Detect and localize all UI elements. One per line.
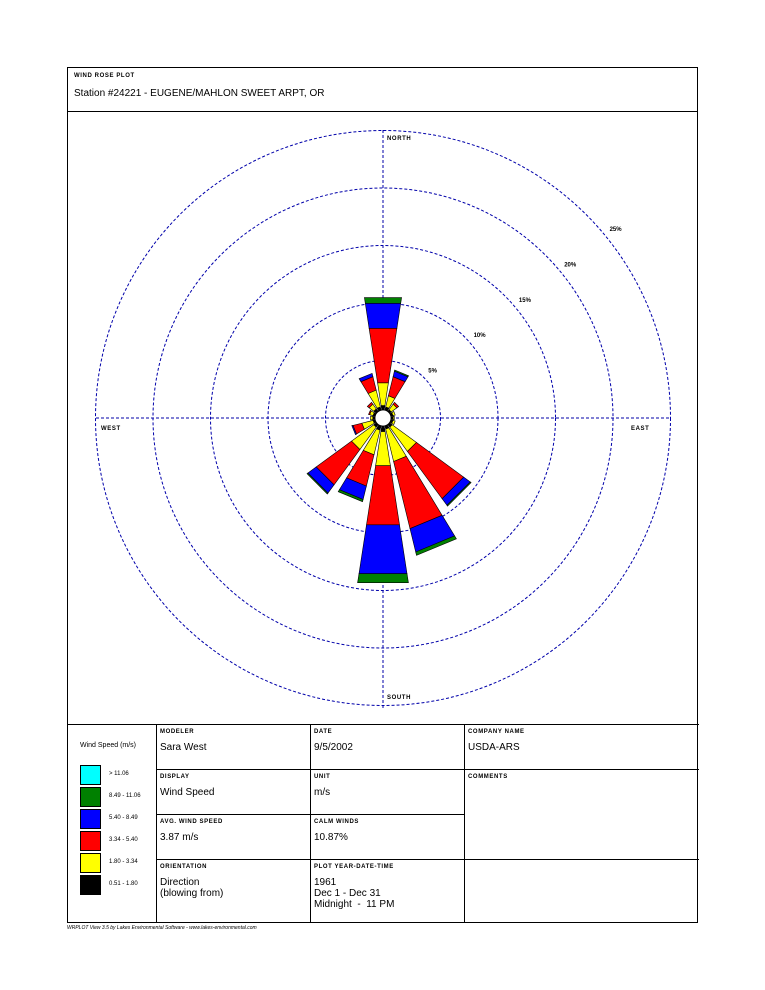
legend-label: 8.49 - 11.06 xyxy=(109,793,141,799)
legend-swatch xyxy=(80,809,101,829)
station-title: Station #24221 - EUGENE/MAHLON SWEET ARPT, OR xyxy=(74,88,325,99)
info-panel xyxy=(67,724,698,923)
company-value: USDA-ARS xyxy=(468,742,520,753)
orientation-label: ORIENTATION xyxy=(160,864,208,870)
display-cell xyxy=(156,769,311,815)
legend-label: > 11.06 xyxy=(109,771,129,777)
petal-segment-n-4 xyxy=(364,298,401,304)
plot-header xyxy=(67,67,698,112)
company-label: COMPANY NAME xyxy=(468,729,525,735)
wind-petals xyxy=(307,298,471,583)
south-label: SOUTH xyxy=(387,695,411,701)
modeler-cell xyxy=(156,724,311,770)
avg-speed-label: AVG. WIND SPEED xyxy=(160,819,223,825)
unit-value: m/s xyxy=(314,787,331,798)
legend-swatch xyxy=(80,787,101,807)
ring-label: 15% xyxy=(518,297,531,304)
petal-segment-n-3 xyxy=(365,303,400,328)
petal-segment-e-1 xyxy=(393,416,394,419)
comments-cell xyxy=(464,769,699,860)
calm-winds-label: CALM WINDS xyxy=(314,819,359,825)
wind-rose-chart xyxy=(68,112,699,726)
petal-segment-s-0 xyxy=(381,426,385,432)
wind-rose-panel xyxy=(67,111,698,725)
date-value: 9/5/2002 xyxy=(314,742,353,753)
company-cell xyxy=(464,724,699,770)
display-value: Wind Speed xyxy=(160,787,215,798)
north-label: NORTH xyxy=(387,136,412,142)
legend-swatch xyxy=(80,853,101,873)
legend-label: 1.80 - 3.34 xyxy=(109,859,138,865)
ring-label: 10% xyxy=(473,333,486,340)
unit-cell xyxy=(310,769,465,815)
legend-label: 0.51 - 1.80 xyxy=(109,881,138,887)
petal-segment-w-1 xyxy=(371,416,373,420)
petal-segment-s-4 xyxy=(358,574,409,583)
display-label: DISPLAY xyxy=(160,774,190,780)
legend-label: 5.40 - 8.49 xyxy=(109,815,138,821)
calm-circle xyxy=(375,410,391,426)
period-label: PLOT YEAR-DATE-TIME xyxy=(314,864,394,870)
petal-segment-s-3 xyxy=(359,525,407,574)
period-cell xyxy=(310,859,465,923)
legend-title: Wind Speed (m/s) xyxy=(80,742,137,749)
software-credit: WRPLOT View 3.5 by Lakes Environmental Software - www.lakes-environmental.com xyxy=(67,925,257,931)
plot-type-label: WIND ROSE PLOT xyxy=(74,73,135,79)
petal-segment-n-2 xyxy=(369,328,397,383)
comments-label: COMMENTS xyxy=(468,774,508,780)
orientation-value: Direction (blowing from) xyxy=(160,877,224,899)
orientation-cell xyxy=(156,859,311,923)
ring-label: 20% xyxy=(564,262,577,269)
date-cell xyxy=(310,724,465,770)
petal-segment-n-0 xyxy=(381,406,385,411)
unit-label: UNIT xyxy=(314,774,331,780)
ring-labels xyxy=(428,227,622,375)
empty-cell xyxy=(464,859,699,923)
calm-winds-value: 10.87% xyxy=(314,832,348,843)
legend-swatch xyxy=(80,831,101,851)
period-value: 1961 Dec 1 - Dec 31 Midnight - 11 PM xyxy=(314,877,395,910)
legend-swatch xyxy=(80,875,101,895)
west-label: WEST xyxy=(101,426,121,432)
avg-speed-cell xyxy=(156,814,311,860)
ring-label: 25% xyxy=(609,227,622,233)
ring-label: 5% xyxy=(428,368,437,375)
calm-winds-cell xyxy=(310,814,465,860)
legend-label: 3.34 - 5.40 xyxy=(109,837,138,843)
east-label: EAST xyxy=(631,426,650,432)
date-label: DATE xyxy=(314,729,333,735)
avg-speed-value: 3.87 m/s xyxy=(160,832,199,843)
modeler-label: MODELER xyxy=(160,729,195,735)
legend-swatch xyxy=(80,765,101,785)
modeler-value: Sara West xyxy=(160,742,207,753)
